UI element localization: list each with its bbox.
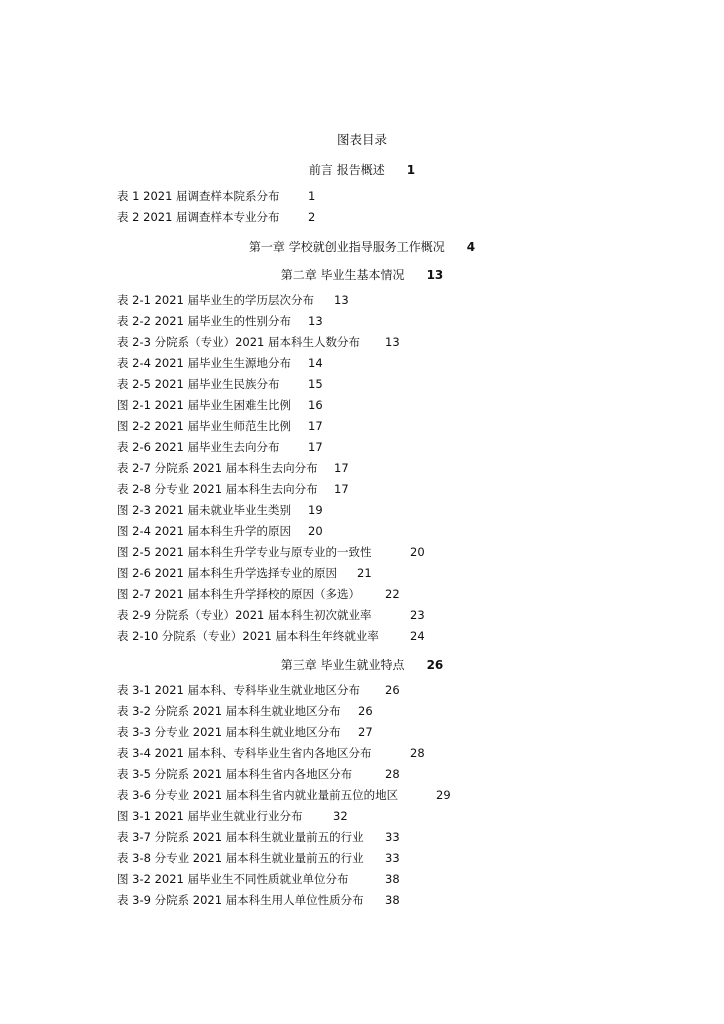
entry-text: 表 2-10 分院系（专业）2021 届本科生年终就业率 <box>117 629 379 643</box>
toc-entry[interactable] <box>117 681 400 699</box>
toc-chapter-heading[interactable] <box>0 161 724 178</box>
toc-chapter-heading[interactable] <box>0 238 724 255</box>
entry-text: 表 2-7 分院系 2021 届本科生去向分布 <box>117 461 318 475</box>
toc-entry[interactable] <box>117 417 323 435</box>
entry-text: 表 3-8 分专业 2021 届本科生就业量前五的行业 <box>117 851 364 865</box>
toc-entry[interactable] <box>117 480 349 498</box>
toc-entry[interactable] <box>117 627 425 645</box>
toc-entry[interactable] <box>117 501 323 519</box>
entry-text: 表 3-2 分院系 2021 届本科生就业地区分布 <box>117 704 341 718</box>
heading-page-number: 13 <box>426 268 444 282</box>
toc-entry[interactable] <box>117 828 400 846</box>
entry-text: 表 1 2021 届调查样本院系分布 <box>117 189 280 203</box>
entry-text: 表 2-9 分院系（专业）2021 届本科生初次就业率 <box>117 608 372 622</box>
entry-text: 表 2-5 2021 届毕业生民族分布 <box>117 377 280 391</box>
entry-text: 表 3-5 分院系 2021 届本科生省内各地区分布 <box>117 767 353 781</box>
entry-text: 图 2-3 2021 届未就业毕业生类别 <box>117 503 292 517</box>
heading-text: 第一章 学校就创业指导服务工作概况 <box>248 240 445 254</box>
entry-page-number: 15 <box>308 377 323 391</box>
toc-chapter-heading[interactable] <box>0 266 724 283</box>
entry-page-number: 19 <box>308 503 323 517</box>
entry-page-number: 17 <box>308 440 323 454</box>
entry-page-number: 17 <box>334 482 349 496</box>
toc-entry[interactable] <box>117 765 400 783</box>
entry-text: 表 3-1 2021 届本科、专科毕业生就业地区分布 <box>117 683 361 697</box>
toc-title: 图表目录 <box>336 132 387 147</box>
entry-text: 表 2 2021 届调查样本专业分布 <box>117 210 280 224</box>
entry-page-number: 24 <box>410 629 425 643</box>
toc-entry[interactable] <box>117 723 373 741</box>
entry-page-number: 20 <box>410 545 425 559</box>
toc-entry[interactable] <box>117 291 349 309</box>
entry-text: 表 2-2 2021 届毕业生的性别分布 <box>117 314 292 328</box>
entry-page-number: 21 <box>357 566 372 580</box>
entry-text: 表 3-6 分专业 2021 届本科生省内就业量前五位的地区 <box>117 788 399 802</box>
entry-page-number: 26 <box>358 704 373 718</box>
heading-text: 第三章 毕业生就业特点 <box>280 658 405 672</box>
entry-text: 表 2-3 分院系（专业）2021 届本科生人数分布 <box>117 335 361 349</box>
toc-entry[interactable] <box>117 312 323 330</box>
entry-page-number: 32 <box>333 809 348 823</box>
entry-page-number: 20 <box>308 524 323 538</box>
toc-entry[interactable] <box>117 870 400 888</box>
toc-entry[interactable] <box>117 564 372 582</box>
toc-entry[interactable] <box>117 702 373 720</box>
entry-text: 图 3-2 2021 届毕业生不同性质就业单位分布 <box>117 872 349 886</box>
entry-text: 表 3-9 分院系 2021 届本科生用人单位性质分布 <box>117 893 364 907</box>
toc-entry[interactable] <box>117 375 323 393</box>
entry-text: 图 2-6 2021 届本科生升学选择专业的原因 <box>117 566 338 580</box>
toc-entry[interactable] <box>117 891 400 909</box>
toc-chapter-heading[interactable] <box>0 656 724 673</box>
entry-page-number: 28 <box>410 746 425 760</box>
entry-page-number: 13 <box>334 293 349 307</box>
heading-page-number: 1 <box>406 163 416 177</box>
entry-text: 图 3-1 2021 届毕业生就业行业分布 <box>117 809 303 823</box>
entry-page-number: 13 <box>308 314 323 328</box>
entry-page-number: 26 <box>385 683 400 697</box>
entry-page-number: 38 <box>385 893 400 907</box>
entry-text: 图 2-5 2021 届本科生升学专业与原专业的一致性 <box>117 545 372 559</box>
entry-text: 图 2-1 2021 届毕业生困难生比例 <box>117 398 292 412</box>
toc-entry[interactable] <box>117 543 425 561</box>
entry-page-number: 17 <box>308 419 323 433</box>
entry-page-number: 33 <box>385 830 400 844</box>
toc-entry[interactable] <box>117 849 400 867</box>
toc-entry[interactable] <box>117 396 323 414</box>
heading-text: 前言 报告概述 <box>308 163 385 177</box>
toc-entry[interactable] <box>117 438 323 456</box>
heading-page-number: 4 <box>466 240 476 254</box>
entry-page-number: 14 <box>308 356 323 370</box>
entry-page-number: 27 <box>358 725 373 739</box>
toc-entry[interactable] <box>117 522 323 540</box>
toc-entry[interactable] <box>117 208 316 226</box>
toc-entry[interactable] <box>117 786 451 804</box>
entry-text: 表 2-1 2021 届毕业生的学历层次分布 <box>117 293 315 307</box>
toc-entry[interactable] <box>117 807 348 825</box>
entry-text: 表 2-6 2021 届毕业生去向分布 <box>117 440 280 454</box>
entry-text: 表 3-7 分院系 2021 届本科生就业量前五的行业 <box>117 830 364 844</box>
entry-text: 图 2-4 2021 届本科生升学的原因 <box>117 524 292 538</box>
entry-page-number: 13 <box>385 335 400 349</box>
toc-entry[interactable] <box>117 187 316 205</box>
entry-page-number: 2 <box>308 210 316 224</box>
heading-page-number: 26 <box>426 658 444 672</box>
entry-text: 表 2-4 2021 届毕业生生源地分布 <box>117 356 292 370</box>
heading-text: 第二章 毕业生基本情况 <box>280 268 405 282</box>
toc-entry[interactable] <box>117 585 400 603</box>
toc-entry[interactable] <box>117 333 400 351</box>
entry-page-number: 38 <box>385 872 400 886</box>
entry-page-number: 1 <box>308 189 316 203</box>
entry-text: 图 2-2 2021 届毕业生师范生比例 <box>117 419 292 433</box>
toc-entry[interactable] <box>117 354 323 372</box>
entry-page-number: 23 <box>410 608 425 622</box>
entry-page-number: 16 <box>308 398 323 412</box>
entry-text: 图 2-7 2021 届本科生升学择校的原因（多选） <box>117 587 361 601</box>
entry-text: 表 3-3 分专业 2021 届本科生就业地区分布 <box>117 725 341 739</box>
toc-entry[interactable] <box>117 606 425 624</box>
entry-text: 表 3-4 2021 届本科、专科毕业生省内各地区分布 <box>117 746 372 760</box>
entry-page-number: 28 <box>385 767 400 781</box>
entry-page-number: 17 <box>334 461 349 475</box>
entry-text: 表 2-8 分专业 2021 届本科生去向分布 <box>117 482 318 496</box>
entry-page-number: 33 <box>385 851 400 865</box>
entry-page-number: 29 <box>436 788 451 802</box>
entry-page-number: 22 <box>385 587 400 601</box>
toc-entry[interactable] <box>117 459 349 477</box>
toc-entry[interactable] <box>117 744 425 762</box>
